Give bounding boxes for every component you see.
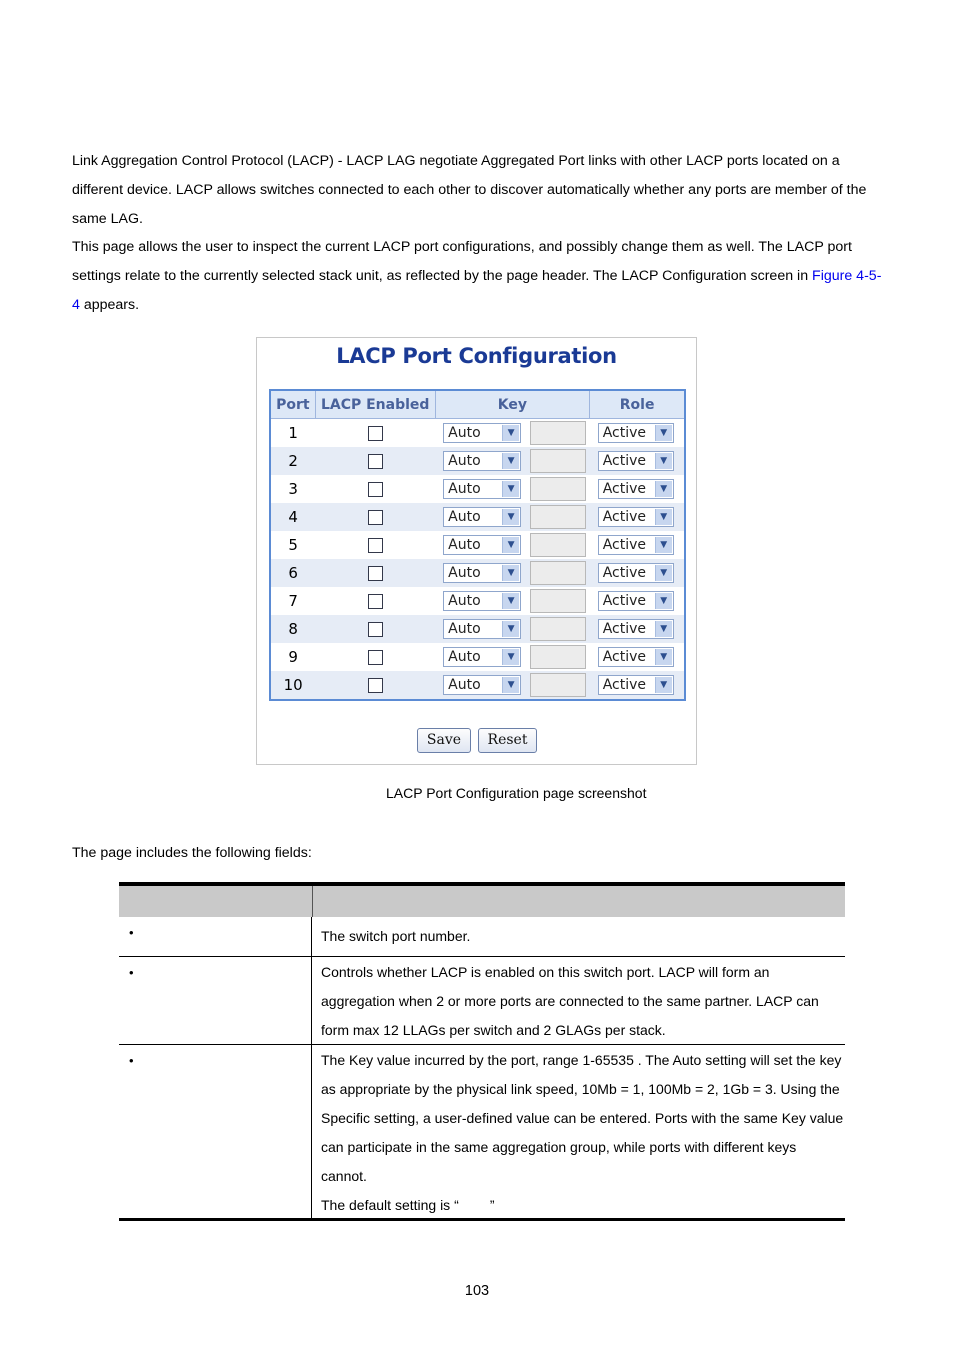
role-cell: [590, 531, 685, 559]
chevron-down-icon: ▼: [502, 453, 519, 469]
lacp-enabled-checkbox[interactable]: [368, 594, 383, 609]
bullet-icon: •: [129, 1053, 134, 1068]
key-select-value: Auto: [448, 621, 481, 637]
chevron-down-icon: ▼: [502, 593, 519, 609]
key-select[interactable]: [443, 479, 521, 499]
key-value-input[interactable]: [530, 505, 586, 529]
save-button[interactable]: Save: [417, 728, 471, 753]
role-select-value: Active: [602, 565, 647, 581]
port-number: 5: [270, 531, 315, 559]
port-number: 6: [270, 559, 315, 587]
port-number: 4: [270, 503, 315, 531]
intro-p2-end: appears.: [79, 297, 140, 313]
port-number: 2: [270, 447, 315, 475]
chevron-down-icon: ▼: [655, 509, 672, 525]
lacp-config-screenshot: [256, 337, 697, 765]
chevron-down-icon: ▼: [502, 677, 519, 693]
port-number: 10: [270, 671, 315, 700]
lacp-enabled-cell: [315, 615, 435, 643]
lacp-enabled-checkbox[interactable]: [368, 454, 383, 469]
fields-table: [119, 882, 845, 1221]
field-object-cell: [119, 957, 312, 1044]
intro-p2-text: This page allows the user to inspect the current LACP port configurations, and possibly change them as well. The LACP port settings relate to the currently selected stack unit, as reflected by the page header. The LACP Configuration screen in: [72, 239, 852, 284]
lacp-enabled-cell: [315, 531, 435, 559]
bullet-icon: •: [129, 925, 134, 940]
key-cell: [435, 587, 590, 615]
chevron-down-icon: ▼: [655, 425, 672, 441]
key-select[interactable]: [443, 591, 521, 611]
col-port: Port: [270, 390, 315, 419]
chevron-down-icon: ▼: [502, 649, 519, 665]
chevron-down-icon: ▼: [502, 565, 519, 581]
key-select-value: Auto: [448, 537, 481, 553]
key-select[interactable]: [443, 647, 521, 667]
key-select[interactable]: [443, 423, 521, 443]
role-cell: [590, 615, 685, 643]
role-cell: [590, 643, 685, 671]
chevron-down-icon: ▼: [655, 621, 672, 637]
role-select-value: Active: [602, 453, 647, 469]
reset-button[interactable]: Reset: [478, 728, 537, 753]
table-header-row: [270, 390, 685, 419]
key-cell: [435, 447, 590, 475]
field-row-port: [119, 917, 845, 957]
port-number: 3: [270, 475, 315, 503]
figure-caption: LACP Port Configuration page screenshot: [386, 785, 647, 801]
chevron-down-icon: ▼: [502, 425, 519, 441]
key-cell: [435, 671, 590, 700]
key-select-value: Auto: [448, 509, 481, 525]
role-cell: [590, 587, 685, 615]
fields-table-header: [119, 885, 845, 917]
key-select-value: Auto: [448, 593, 481, 609]
role-select-value: Active: [602, 425, 647, 441]
lacp-enabled-cell: [315, 503, 435, 531]
table-row: [270, 531, 685, 559]
chevron-down-icon: ▼: [655, 593, 672, 609]
lacp-enabled-checkbox[interactable]: [368, 566, 383, 581]
lacp-enabled-cell: [315, 559, 435, 587]
key-select[interactable]: [443, 535, 521, 555]
role-cell: [590, 503, 685, 531]
key-select-value: Auto: [448, 677, 481, 693]
role-cell: [590, 447, 685, 475]
table-row: [270, 559, 685, 587]
lacp-enabled-cell: [315, 419, 435, 448]
key-value-input[interactable]: [530, 645, 586, 669]
key-select[interactable]: [443, 451, 521, 471]
lacp-enabled-cell: [315, 447, 435, 475]
key-cell: [435, 475, 590, 503]
role-select-value: Active: [602, 537, 647, 553]
role-select[interactable]: [598, 675, 674, 695]
field-description: Controls whether LACP is enabled on this switch port. LACP will form an aggregation when 2 or more ports are connected to the same partner. LACP can form max 12 LLAGs per switch and 2 GLAGs per stack.: [321, 964, 819, 1038]
table-row: [270, 587, 685, 615]
role-select[interactable]: [598, 451, 674, 471]
field-row-key: [119, 1045, 845, 1218]
role-cell: [590, 671, 685, 700]
intro-paragraph-2: [72, 233, 887, 320]
chevron-down-icon: ▼: [655, 453, 672, 469]
col-lacp-enabled: LACP Enabled: [315, 390, 435, 419]
key-value-input[interactable]: [530, 617, 586, 641]
lacp-enabled-checkbox[interactable]: [368, 510, 383, 525]
role-select-value: Active: [602, 593, 647, 609]
field-row-lacp-enabled: [119, 957, 845, 1045]
figure-link[interactable]: Figure 4-5-4: [72, 268, 882, 313]
port-number: 7: [270, 587, 315, 615]
role-cell: [590, 419, 685, 448]
header-object-cell: [119, 886, 313, 917]
lacp-enabled-checkbox[interactable]: [368, 426, 383, 441]
col-key: Key: [435, 390, 590, 419]
table-row: [270, 503, 685, 531]
page-number: 103: [464, 1283, 490, 1299]
chevron-down-icon: ▼: [502, 509, 519, 525]
role-select[interactable]: [598, 535, 674, 555]
key-cell: [435, 559, 590, 587]
role-cell: [590, 559, 685, 587]
role-select[interactable]: [598, 423, 674, 443]
field-description-block: [312, 1045, 845, 1218]
chevron-down-icon: ▼: [655, 537, 672, 553]
lacp-enabled-cell: [315, 671, 435, 700]
key-select[interactable]: [443, 563, 521, 583]
intro-paragraph-1: Link Aggregation Control Protocol (LACP) - LACP LAG negotiate Aggregated Port links with other LACP ports located on a different device. LACP allows switches connected to each other to discover automatically whether any ports are member of the same LAG.: [72, 153, 867, 227]
role-select-value: Active: [602, 677, 647, 693]
lacp-enabled-checkbox[interactable]: [368, 678, 383, 693]
key-cell: [435, 531, 590, 559]
key-select-value: Auto: [448, 453, 481, 469]
key-value-input[interactable]: [530, 477, 586, 501]
figure-title: LACP Port Configuration: [336, 344, 617, 368]
chevron-down-icon: ▼: [502, 481, 519, 497]
chevron-down-icon: ▼: [502, 537, 519, 553]
field-object-cell: [119, 1045, 312, 1218]
role-select-value: Active: [602, 649, 647, 665]
key-select[interactable]: [443, 507, 521, 527]
key-cell: [435, 419, 590, 448]
key-value-input[interactable]: [530, 589, 586, 613]
key-select-value: Auto: [448, 481, 481, 497]
role-select[interactable]: [598, 619, 674, 639]
table-row: [270, 671, 685, 700]
port-number: 9: [270, 643, 315, 671]
chevron-down-icon: ▼: [655, 481, 672, 497]
bullet-icon: •: [129, 965, 134, 980]
chevron-down-icon: ▼: [655, 649, 672, 665]
role-select[interactable]: [598, 591, 674, 611]
chevron-down-icon: ▼: [655, 677, 672, 693]
col-role: Role: [590, 390, 685, 419]
table-row: [270, 475, 685, 503]
key-value-input[interactable]: [530, 449, 586, 473]
lacp-enabled-checkbox[interactable]: [368, 538, 383, 553]
role-select[interactable]: [598, 479, 674, 499]
chevron-down-icon: ▼: [502, 621, 519, 637]
field-description: The switch port number.: [321, 928, 471, 944]
role-select[interactable]: [598, 507, 674, 527]
field-object-cell: [119, 917, 312, 956]
key-value-input[interactable]: [530, 673, 586, 697]
key-select[interactable]: [443, 619, 521, 639]
role-select-value: Active: [602, 481, 647, 497]
key-cell: [435, 503, 590, 531]
role-select[interactable]: [598, 647, 674, 667]
lacp-enabled-checkbox[interactable]: [368, 650, 383, 665]
role-select-value: Active: [602, 509, 647, 525]
table-row: [270, 643, 685, 671]
role-select-value: Active: [602, 621, 647, 637]
fields-intro: The page includes the following fields:: [72, 845, 312, 861]
port-number: 8: [270, 615, 315, 643]
lacp-enabled-checkbox[interactable]: [368, 622, 383, 637]
lacp-enabled-cell: [315, 475, 435, 503]
key-select-value: Auto: [448, 649, 481, 665]
key-cell: [435, 643, 590, 671]
port-number: 1: [270, 419, 315, 448]
key-select-value: Auto: [448, 565, 481, 581]
lacp-enabled-checkbox[interactable]: [368, 482, 383, 497]
key-value-input[interactable]: [530, 421, 586, 445]
role-select[interactable]: [598, 563, 674, 583]
field-description: The Key value incurred by the port, range 1-65535 . The Auto setting will set the key as appropriate by the physical link speed, 10Mb = 1, 100Mb = 2, 1Gb = 3. Using the Specific setting, a user-defined value can be entered. Ports with the same Key value can participate in the same aggregation group, while ports with different keys cannot.: [321, 1052, 844, 1184]
table-row: [270, 447, 685, 475]
lacp-enabled-cell: [315, 587, 435, 615]
key-select[interactable]: [443, 675, 521, 695]
role-cell: [590, 475, 685, 503]
table-row: [270, 615, 685, 643]
key-value-input[interactable]: [530, 561, 586, 585]
chevron-down-icon: ▼: [655, 565, 672, 581]
table-row: [270, 419, 685, 448]
key-select-value: Auto: [448, 425, 481, 441]
lacp-enabled-cell: [315, 643, 435, 671]
lacp-port-table: [269, 389, 686, 701]
field-default-note: The default setting is “ ”: [321, 1197, 495, 1213]
key-cell: [435, 615, 590, 643]
key-value-input[interactable]: [530, 533, 586, 557]
